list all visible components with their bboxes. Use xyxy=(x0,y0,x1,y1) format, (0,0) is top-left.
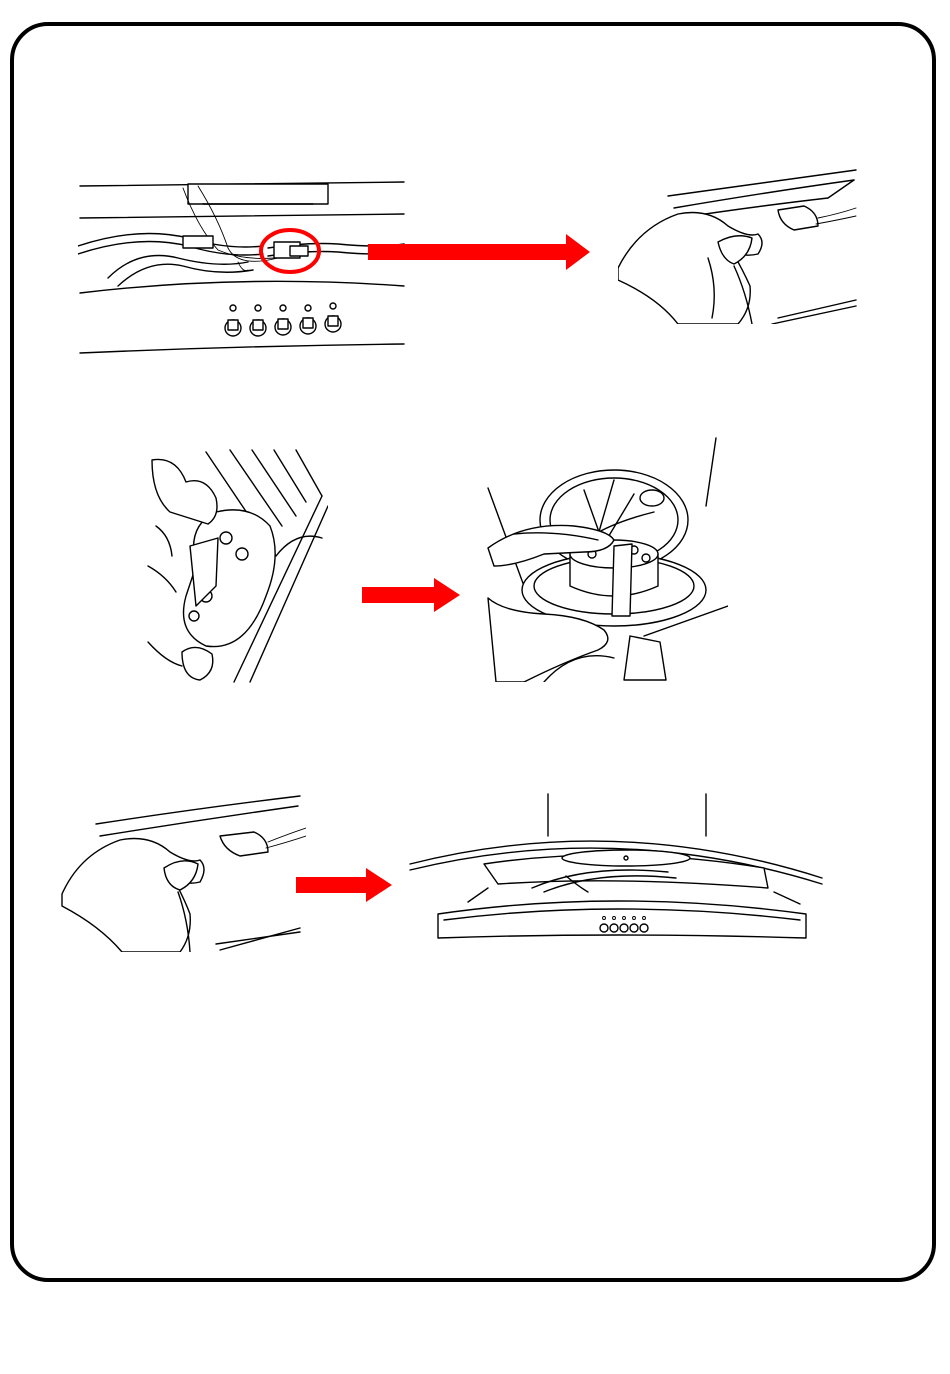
hand-removing-plate-drawing xyxy=(146,446,328,684)
hand-unplugging-drawing xyxy=(618,168,860,324)
hood-underside-drawing xyxy=(78,178,408,358)
step-1-underside-illustration xyxy=(78,178,408,358)
hands-lifting-motor-drawing xyxy=(484,436,728,682)
step-3-reconnect-illustration xyxy=(60,794,306,952)
step-2-lift-motor-illustration xyxy=(484,436,728,682)
arrow-right-3 xyxy=(296,868,392,902)
control-knobs xyxy=(225,303,341,336)
assembled-hood-drawing xyxy=(408,792,824,944)
step-3-assembled-hood-illustration xyxy=(408,792,824,944)
step-2-remove-plate-illustration xyxy=(146,446,328,684)
step-1-unplug-illustration xyxy=(618,168,860,324)
arrow-right-1 xyxy=(368,234,590,270)
hand-reconnecting-drawing xyxy=(60,794,306,952)
arrow-right-2 xyxy=(362,578,460,612)
